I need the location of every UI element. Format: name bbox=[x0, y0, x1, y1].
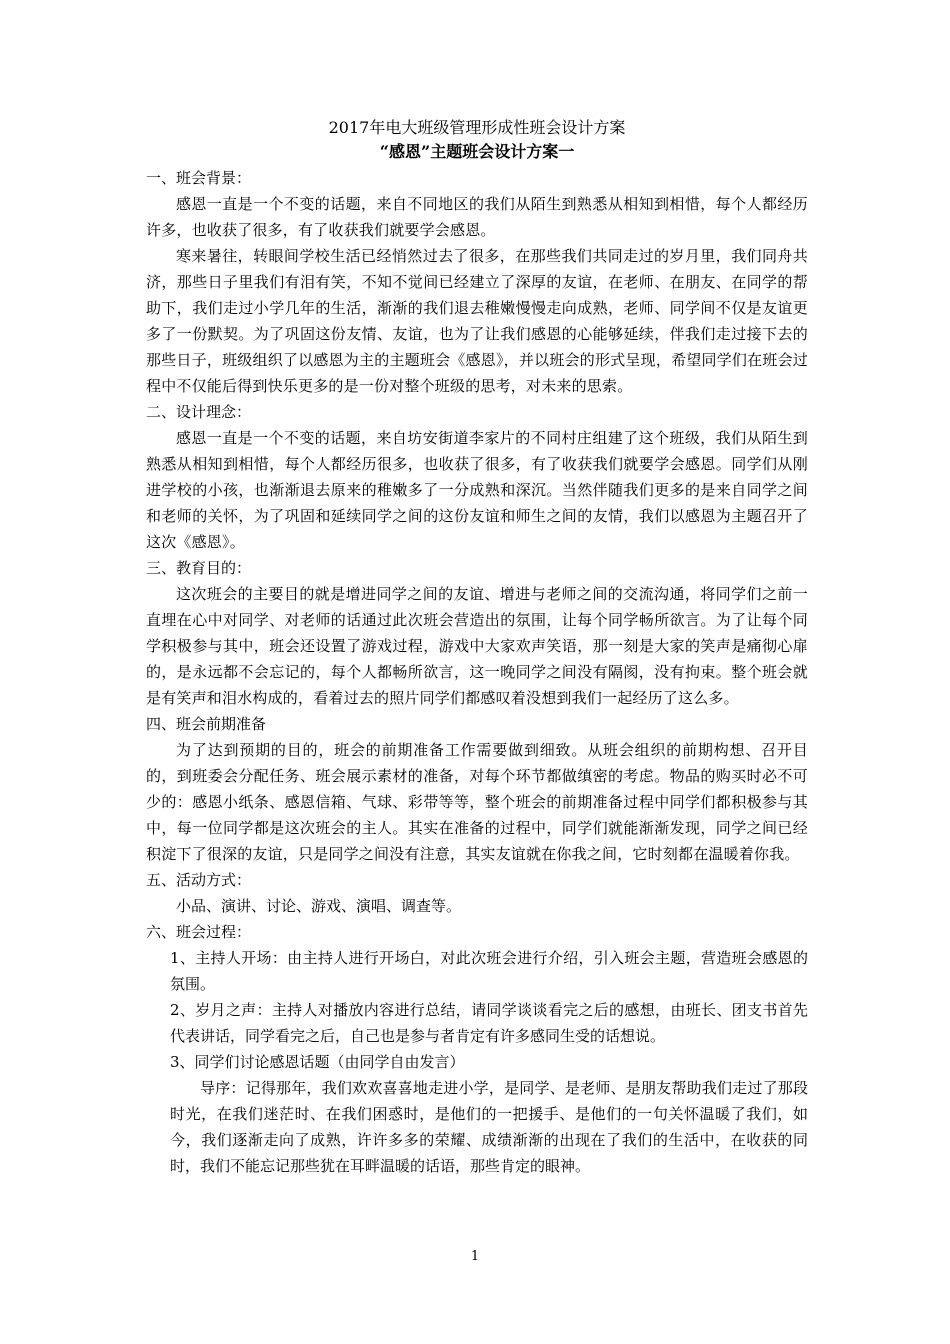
paragraph: 寒来暑往，转眼间学校生活已经悄然过去了很多，在那些我们共同走过的岁月里，我们同舟共济，那些日子里我们有泪有笑，不知不觉间已经建立了深厚的友谊，在老师、在朋友、在同学的帮助下，我们走过小学几年的生活，渐渐的我们退去稚嫩慢慢走向成熟，老师、同学间不仅是友谊更多了一份默契。为了巩固这份友情、友谊，也为了让我们感恩的心能够延续，伴我们走过接下去的那些日子，班级组织了以感恩为主的主题班会《感恩》，并以班会的形式呈现，希望同学们在班会过程中不仅能后得到快乐更多的是一份对整个班级的思考，对未来的思索。 bbox=[146, 247, 808, 395]
process-item: 1、主持人开场：由主持人进行开场白，对此次班会进行介绍，引入班会主题，营造班会感恩的氛围。 bbox=[170, 949, 808, 993]
document-title: 2017年电大班级管理形成性班会设计方案 bbox=[328, 118, 626, 137]
paragraph: 为了达到预期的目的，班会的前期准备工作需要做到细致。从班会组织的前期构想、召开目的，到班委会分配任务、班会展示素材的准备，对每个环节都做缜密的考虑。物品的购买时必不可少的：感恩小纸条、感恩信箱、气球、彩带等等，整个班会的前期准备过程中同学们都积极参与其中，每一位同学都是这次班会的主人。其实在准备的过程中，同学们就能渐渐发现，同学之间已经积淀下了很深的友谊，只是同学之间没有注意，其实友谊就在你我之间，它时刻都在温暖着你我。 bbox=[146, 741, 808, 863]
section-meeting-process bbox=[146, 919, 808, 1179]
process-intro-paragraph: 导序：记得那年，我们欢欢喜喜地走进小学，是同学、是老师、是朋友帮助我们走过了那段时光，在我们迷茫时、在我们困惑时，是他们的一把援手、是他们的一句关怀温暖了我们，如今，我们逐渐走向了成熟，许许多多的荣耀、成绩渐渐的出现在了我们的生活中，在收获的同时，我们不能忘记那些犹在耳畔温暖的话语，那些肯定的眼神。 bbox=[170, 1079, 808, 1175]
paragraph: 感恩一直是一个不变的话题，来自坊安街道李家片的不同村庄组建了这个班级，我们从陌生到熟悉从相知到相惜，每个人都经历很多，也收获了很多，有了收获我们就要学会感恩。同学们从刚进学校的小孩，也渐渐退去原来的稚嫩多了一分成熟和深沉。当然伴随我们更多的是来自同学之间和老师的关怀，为了巩固和延续同学之间的这份友谊和师生之间的友情，我们以感恩为主题召开了这次《感恩》。 bbox=[146, 429, 808, 551]
section-background bbox=[146, 165, 808, 399]
document-subtitle: “感恩”主题班会设计方案一 bbox=[379, 142, 575, 161]
page-number: 1 bbox=[470, 1249, 480, 1264]
section-heading: 三、教育目的： bbox=[146, 559, 252, 577]
section-design-concept bbox=[146, 399, 808, 555]
document-page bbox=[146, 117, 808, 1179]
section-heading: 六、班会过程： bbox=[146, 923, 252, 941]
section-heading: 四、班会前期准备 bbox=[146, 715, 267, 733]
section-activity-format bbox=[146, 867, 808, 919]
activity-list-text: 小品、演讲、讨论、游戏、演唱、调查等。 bbox=[176, 897, 462, 915]
section-preparation bbox=[146, 711, 808, 867]
section-heading: 二、设计理念： bbox=[146, 403, 252, 421]
paragraph: 这次班会的主要目的就是增进同学之间的友谊、增进与老师之间的交流沟通，将同学们之前一直埋在心中对同学、对老师的话通过此次班会营造出的氛围，让每个同学畅所欲言。为了让每个同学积极参与其中，班会还设置了游戏过程，游戏中大家欢声笑语，那一刻是大家的笑声是痛彻心扉的，是永远都不会忘记的，每个人都畅所欲言，这一晚同学之间没有隔阂，没有拘束。整个班会就是有笑声和泪水构成的，看着过去的照片同学们都感叹着没想到我们一起经历了这么多。 bbox=[146, 585, 808, 707]
process-item: 3、同学们讨论感恩话题（由同学自由发言） bbox=[170, 1053, 465, 1071]
section-education-goal bbox=[146, 555, 808, 711]
process-item: 2、岁月之声：主持人对播放内容进行总结，请同学谈谈看完之后的感想，由班长、团支书首先代表讲话，同学看完之后，自己也是参与者肯定有许多感同生受的话想说。 bbox=[170, 1001, 808, 1045]
section-heading: 一、班会背景： bbox=[146, 169, 252, 187]
paragraph: 感恩一直是一个不变的话题，来自不同地区的我们从陌生到熟悉从相知到相惜，每个人都经历许多，也收获了很多，有了收获我们就要学会感恩。 bbox=[146, 195, 808, 239]
section-heading: 五、活动方式： bbox=[146, 871, 252, 889]
